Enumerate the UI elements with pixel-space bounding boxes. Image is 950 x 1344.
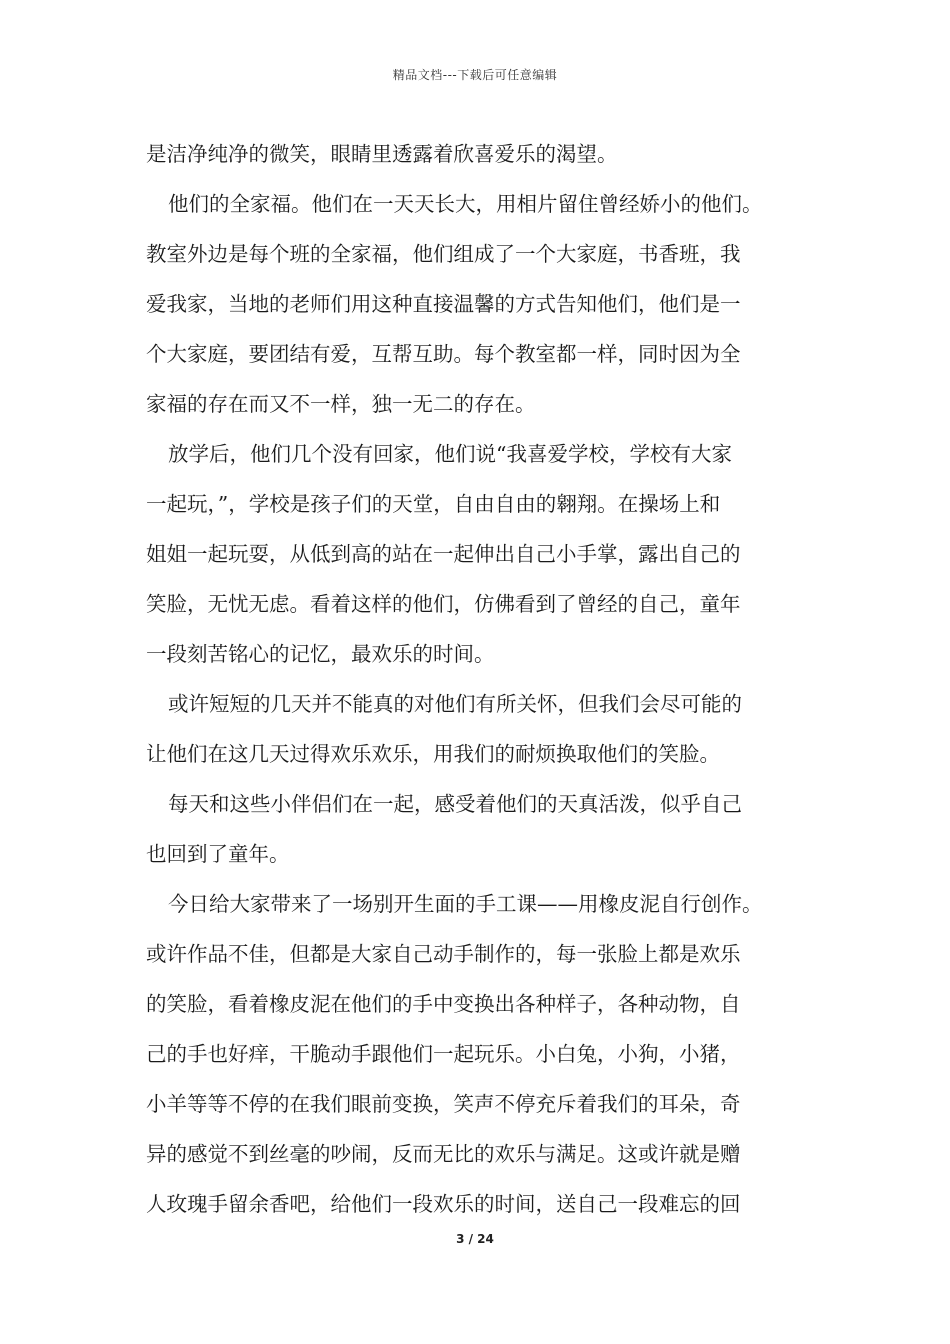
text-line: 小羊等等不停的在我们眼前变换，笑声不停充斥着我们的耳朵，奇	[146, 1092, 741, 1116]
text-line: 姐姐一起玩耍，从低到高的站在一起伸出自己小手掌，露出自己的	[146, 542, 741, 566]
text-line: 是洁净纯净的微笑，眼睛里透露着欣喜爱乐的渴望。	[146, 142, 618, 166]
text-line: 一段刻苦铭心的记忆，最欢乐的时间。	[146, 642, 495, 666]
text-line: 己的手也好痒，干脆动手跟他们一起玩乐。小白兔，小狗，小猪，	[146, 1042, 741, 1066]
text-line: 一起玩，”，学校是孩子们的天堂，自由自由的翱翔。在操场上和	[146, 492, 721, 516]
text-line: 或许作品不佳，但都是大家自己动手制作的，每一张脸上都是欢乐	[146, 942, 741, 966]
text-line: 的笑脸，看着橡皮泥在他们的手中变换出各种样子，各种动物，自	[146, 992, 741, 1016]
text-line: 他们的全家福。他们在一天天长大，用相片留住曾经娇小的他们。	[168, 192, 763, 216]
text-line: 笑脸，无忧无虑。看着这样的他们，仿佛看到了曾经的自己，童年	[146, 592, 741, 616]
document-body	[146, 129, 814, 1229]
text-line: 家福的存在而又不一样，独一无二的存在。	[146, 392, 536, 416]
text-line: 让他们在这几天过得欢乐欢乐，用我们的耐烦换取他们的笑脸。	[146, 742, 720, 766]
text-line: 人玫瑰手留余香吧，给他们一段欢乐的时间，送自己一段难忘的回	[146, 1192, 741, 1216]
page-header: 精品文档---下载后可任意编辑	[392, 68, 558, 82]
text-line: 异的感觉不到丝毫的吵闹，反而无比的欢乐与满足。这或许就是赠	[146, 1142, 741, 1166]
text-line: 放学后，他们几个没有回家，他们说“我喜爱学校，学校有大家	[168, 442, 732, 466]
text-line: 也回到了童年。	[146, 842, 290, 866]
text-line: 或许短短的几天并不能真的对他们有所关怀，但我们会尽可能的	[168, 692, 742, 716]
text-line: 教室外边是每个班的全家福，他们组成了一个大家庭，书香班，我	[146, 242, 741, 266]
text-line: 每天和这些小伴侣们在一起，感受着他们的天真活泼，似乎自己	[168, 792, 742, 816]
text-line: 个大家庭，要团结有爱，互帮互助。每个教室都一样，同时因为全	[146, 342, 741, 366]
page-number: 3 / 24	[456, 1232, 494, 1246]
text-line: 今日给大家带来了一场别开生面的手工课——用橡皮泥自行创作。	[168, 892, 763, 916]
text-line: 爱我家，当地的老师们用这种直接温馨的方式告知他们，他们是一	[146, 292, 741, 316]
